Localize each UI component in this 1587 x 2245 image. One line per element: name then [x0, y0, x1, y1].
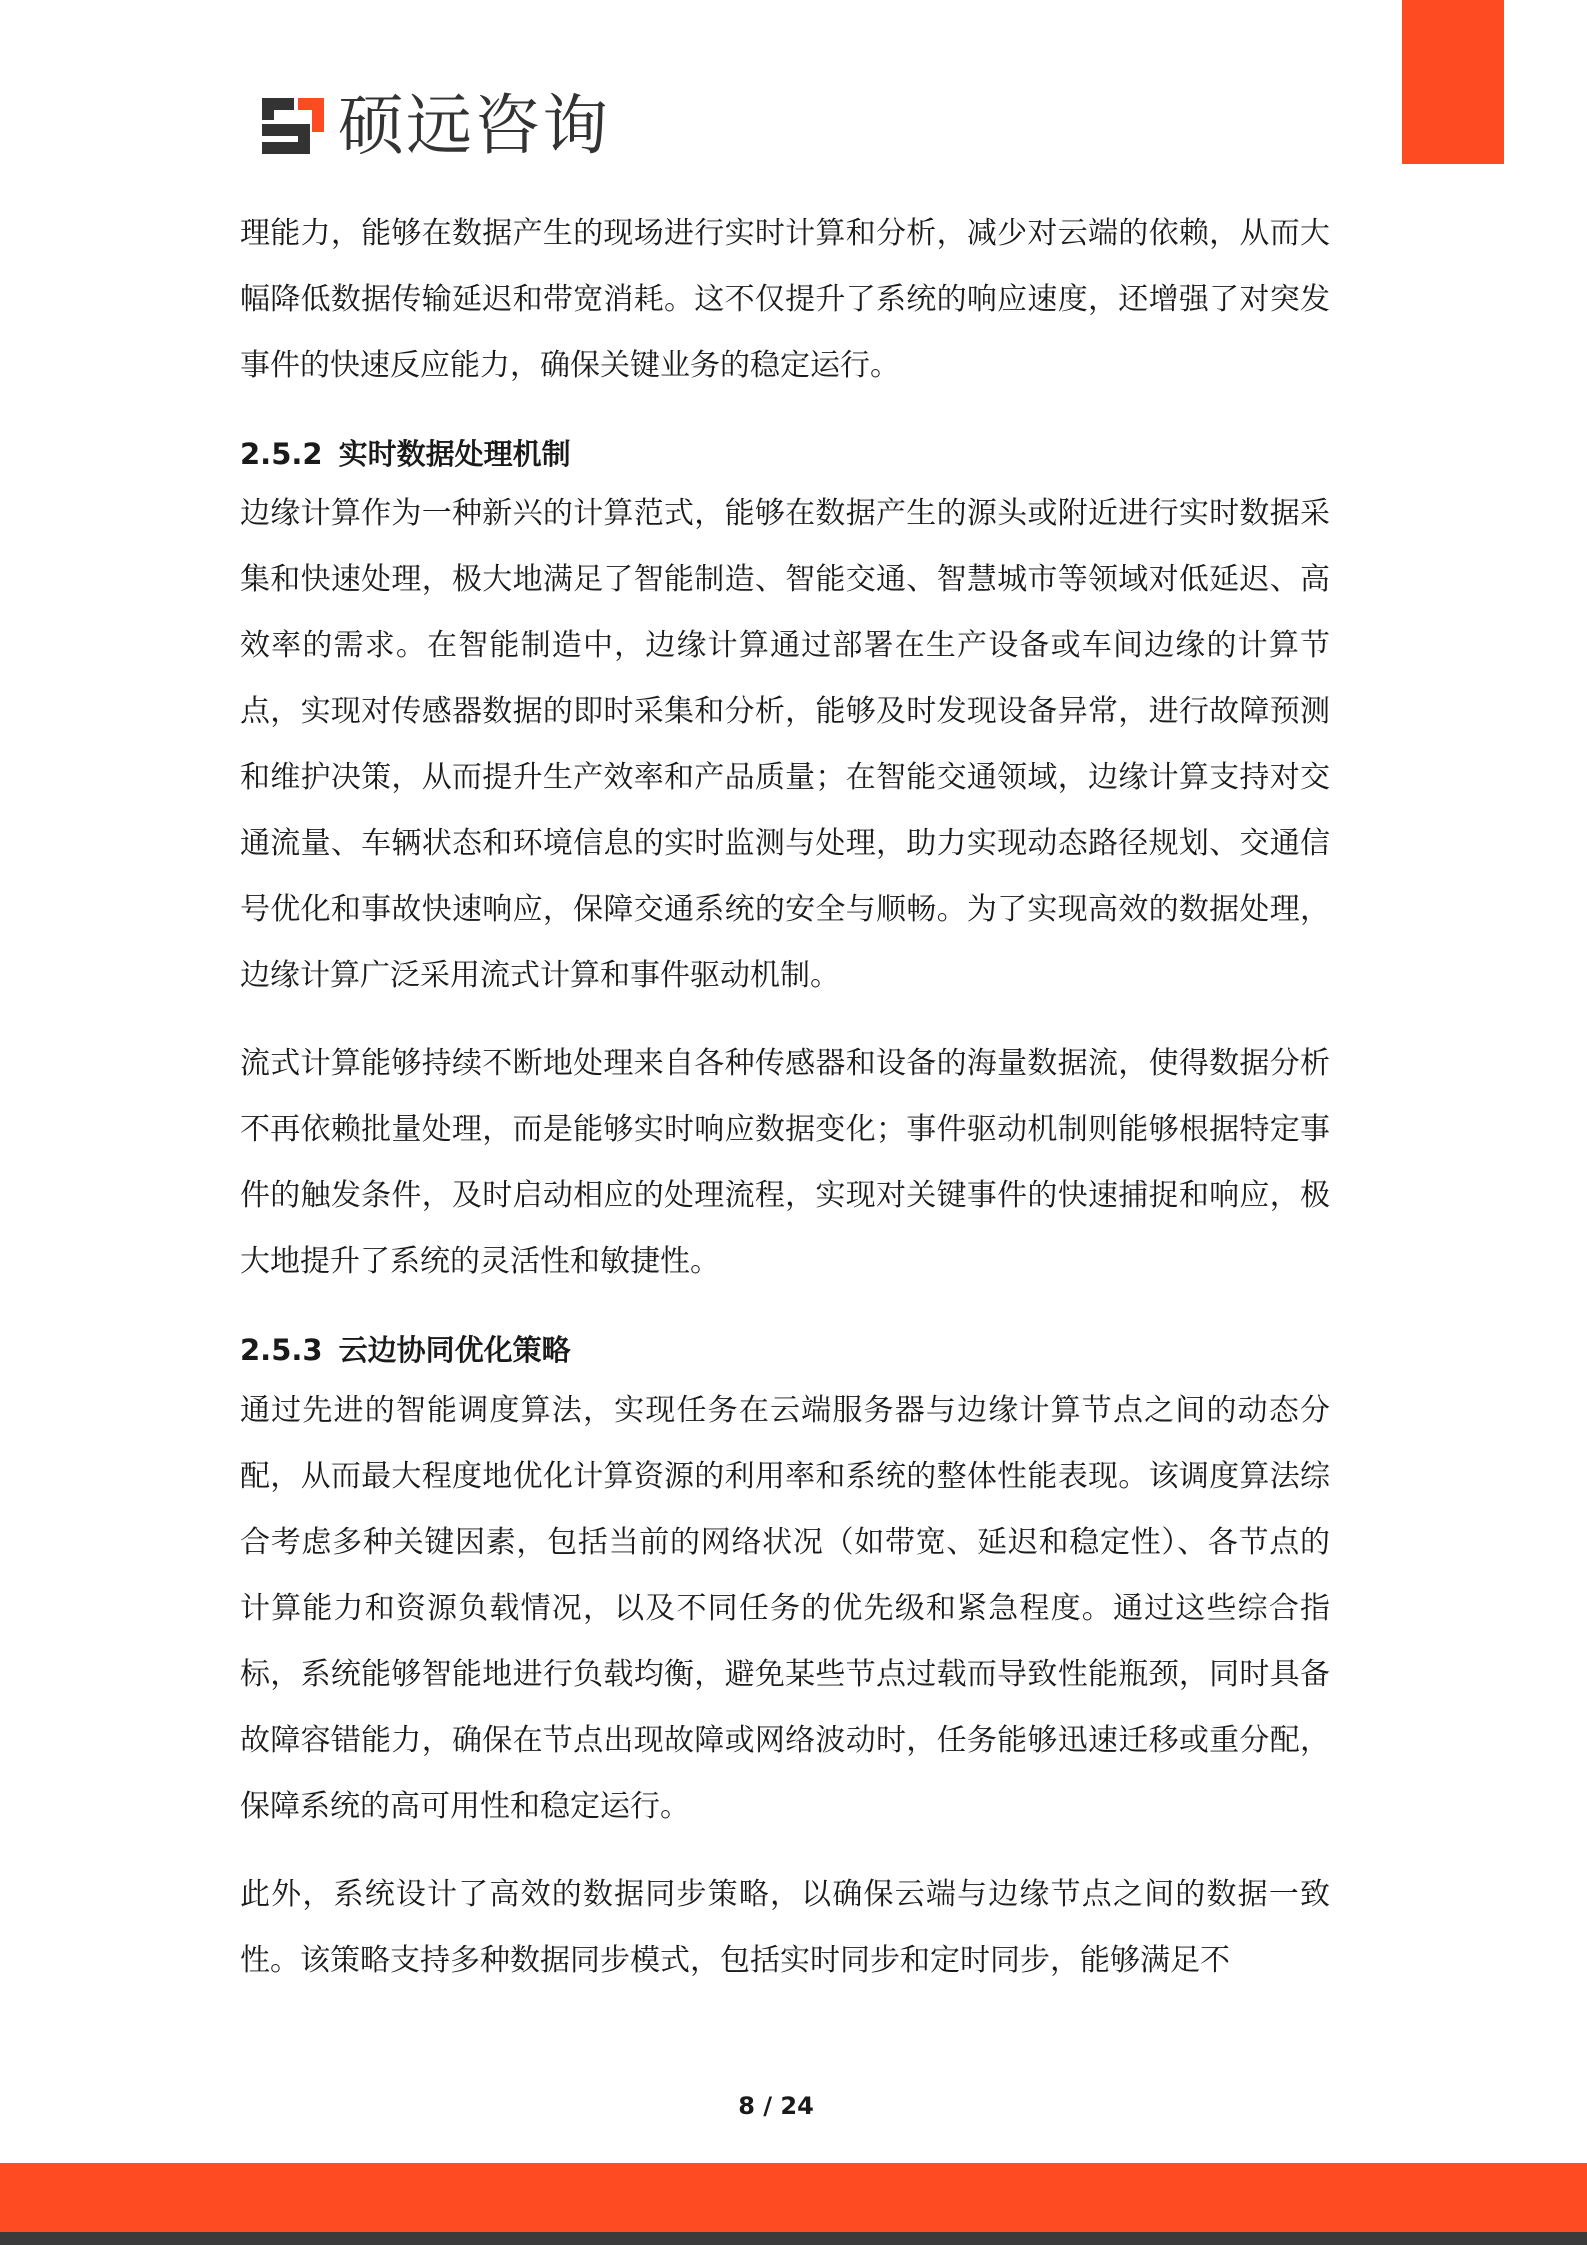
section-heading-2-5-3 [240, 1330, 1330, 1370]
paragraph: 此外，系统设计了高效的数据同步策略，以确保云端与边缘节点之间的数据一致性。该策略支持多种数据同步模式，包括实时同步和定时同步，能够满足不 [240, 1877, 1330, 1978]
document-body [240, 201, 1330, 1994]
paragraph: 边缘计算作为一种新兴的计算范式，能够在数据产生的源头或附近进行实时数据采集和快速处理，极大地满足了智能制造、智能交通、智慧城市等领域对低延迟、高效率的需求。在智能制造中，边缘计算通过部署在生产设备或车间边缘的计算节点，实现对传感器数据的即时采集和分析，能够及时发现设备异常，进行故障预测和维护决策，从而提升生产效率和产品质量；在智能交通领域，边缘计算支持对交通流量、车辆状态和环境信息的实时监测与处理，助力实现动态路径规划、交通信号优化和事故快速响应，保障交通系统的安全与顺畅。为了实现高效的数据处理，边缘计算广泛采用流式计算和事件驱动机制。 [240, 496, 1330, 993]
section-title: 实时数据处理机制 [338, 437, 571, 471]
company-logo [258, 87, 610, 164]
page-number: 8 / 24 [738, 2092, 814, 2120]
section-heading-2-5-2 [240, 434, 1330, 474]
section-number: 2.5.3 [240, 1333, 323, 1367]
footer-dark-line [0, 2232, 1587, 2245]
logo-mark-icon [258, 94, 328, 158]
section-number: 2.5.2 [240, 437, 323, 471]
intro-paragraph: 理能力，能够在数据产生的现场进行实时计算和分析，减少对云端的依赖，从而大幅降低数据传输延迟和带宽消耗。这不仅提升了系统的响应速度，还增强了对突发事件的快速反应能力，确保关键业务的稳定运行。 [240, 216, 1330, 383]
corner-accent-tab [1402, 0, 1504, 164]
paragraph: 通过先进的智能调度算法，实现任务在云端服务器与边缘计算节点之间的动态分配，从而最大程度地优化计算资源的利用率和系统的整体性能表现。该调度算法综合考虑多种关键因素，包括当前的网络状况（如带宽、延迟和稳定性）、各节点的计算能力和资源负载情况，以及不同任务的优先级和紧急程度。通过这些综合指标，系统能够智能地进行负载均衡，避免某些节点过载而导致性能瓶颈，同时具备故障容错能力，确保在节点出现故障或网络波动时，任务能够迅速迁移或重分配，保障系统的高可用性和稳定运行。 [240, 1393, 1330, 1824]
paragraph: 流式计算能够持续不断地处理来自各种传感器和设备的海量数据流，使得数据分析不再依赖批量处理，而是能够实时响应数据变化；事件驱动机制则能够根据特定事件的触发条件，及时启动相应的处理流程，实现对关键事件的快速捕捉和响应，极大地提升了系统的灵活性和敏捷性。 [240, 1046, 1330, 1279]
logo-text: 硕远咨询 [338, 87, 610, 164]
section-title: 云边协同优化策略 [338, 1333, 571, 1367]
footer-accent-bar [0, 2163, 1587, 2232]
